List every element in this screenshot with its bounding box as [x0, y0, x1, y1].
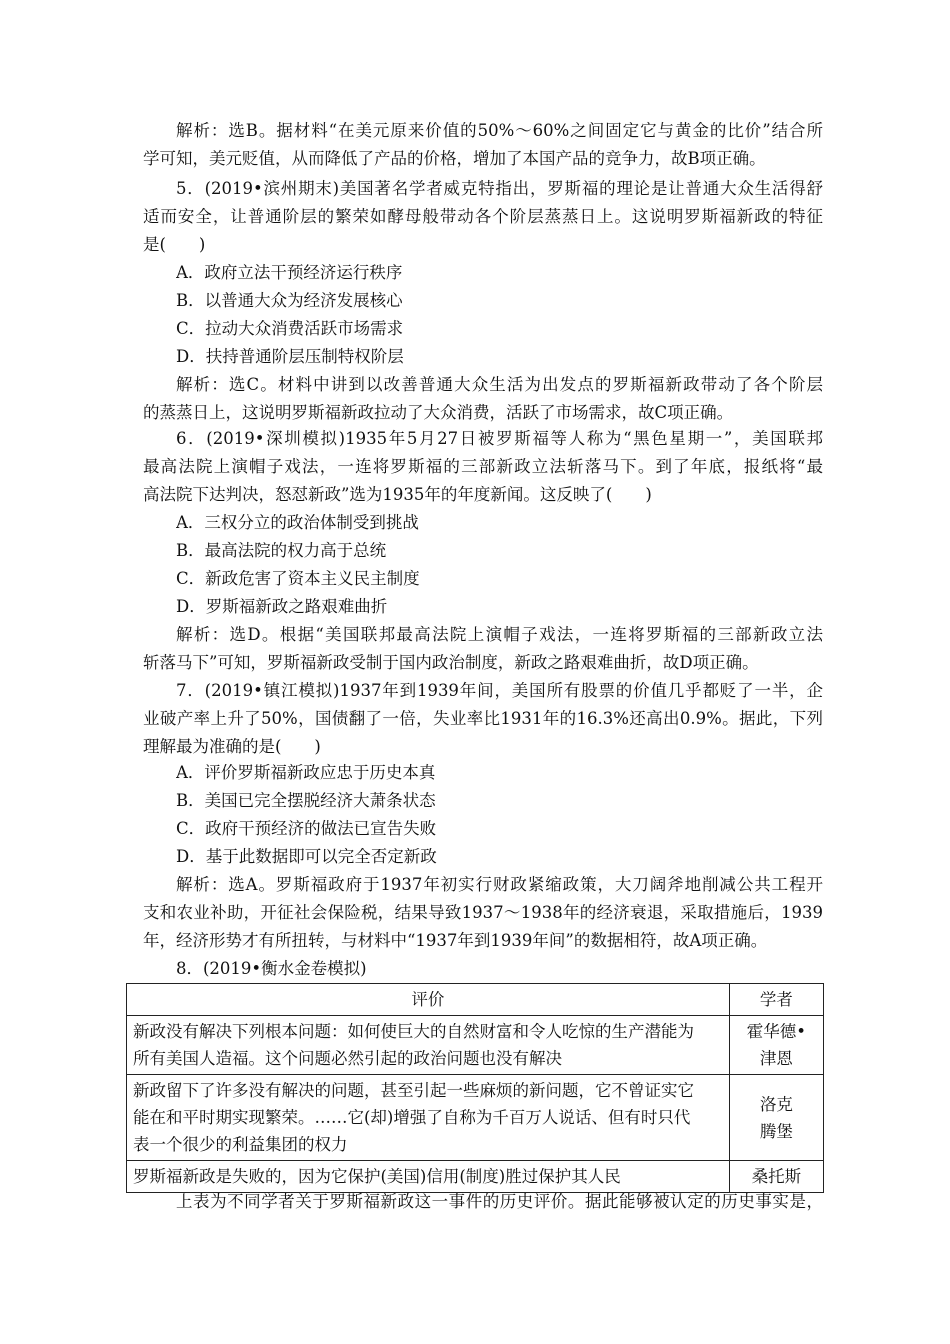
- evaluation-text-line: 表一个很少的利益集团的权力: [133, 1135, 348, 1154]
- question-7-option-d: D．基于此数据即可以完全否定新政: [176, 847, 437, 866]
- table-header-row: [127, 984, 824, 1016]
- question-5-stem-line-1: 5．(2019•滨州期末)美国著名学者威克特指出，罗斯福的理论是让普通大众生活得舒: [176, 179, 823, 198]
- question-6-option-c: C．新政危害了资本主义民主制度: [176, 569, 420, 588]
- question-5-stem-line-2: 适而安全，让普通阶层的繁荣如酵母般带动各个阶层蒸蒸日上。这说明罗斯福新政的特征: [143, 207, 823, 226]
- evaluation-text-line: 能在和平时期实现繁荣。……它(却)增强了自称为千百万人说话、但有时只代: [133, 1108, 691, 1127]
- analysis-q7-line-3: 年，经济形势才有所扭转，与材料中“1937年到1939年间”的数据相符，故A项正确。: [143, 931, 768, 950]
- question-7-option-c: C．政府干预经济的做法已宣告失败: [176, 819, 437, 838]
- question-6-option-a: A．三权分立的政治体制受到挑战: [176, 513, 419, 532]
- question-6-option-b: B．最高法院的权力高于总统: [176, 541, 387, 560]
- evaluation-text-line: 新政没有解决下列根本问题：如何使巨大的自然财富和令人吃惊的生产潜能为: [133, 1022, 694, 1041]
- analysis-q5-line-2: 的蒸蒸日上，这说明罗斯福新政拉动了大众消费，活跃了市场需求，故C项正确。: [143, 403, 734, 422]
- question-7-stem-line-2: 业破产率上升了50%，国债翻了一倍，失业率比1931年的16.3%还高出0.9%。据此，下列: [143, 709, 823, 728]
- analysis-q4-line-1: 解析：选B。据材料“在美元原来价值的50%～60%之间固定它与黄金的比价”结合所: [176, 121, 823, 140]
- question-7-stem-line-1: 7．(2019•镇江模拟)1937年到1939年间，美国所有股票的价值几乎都贬了一半，企: [176, 681, 823, 700]
- evaluation-cell: [127, 1075, 730, 1161]
- question-6-stem-line-2: 最高法院上演帽子戏法，一连将罗斯福的三部新政立法斩落马下。到了年底，报纸将“最: [143, 457, 823, 476]
- evaluation-text-line: 所有美国人造福。这个问题必然引起的政治问题也没有解决: [133, 1049, 562, 1068]
- scholar-name-line: 洛克: [759, 1094, 793, 1114]
- question-6-option-d: D．罗斯福新政之路艰难曲折: [176, 597, 388, 616]
- evaluation-text-line: 新政留下了许多没有解决的问题，甚至引起一些麻烦的新问题，它不曾证实它: [133, 1081, 694, 1100]
- analysis-q5-line-1: 解析：选C。材料中讲到以改善普通大众生活为出发点的罗斯福新政带动了各个阶层: [176, 375, 823, 394]
- analysis-q6-line-1: 解析：选D。根据“美国联邦最高法院上演帽子戏法，一连将罗斯福的三部新政立法: [176, 625, 823, 644]
- question-7-stem-line-3: 理解最为准确的是( ): [143, 737, 321, 756]
- header-scholar: 学者: [729, 984, 823, 1016]
- evaluation-table: [126, 983, 824, 1193]
- scholar-cell: [729, 1016, 823, 1075]
- evaluation-cell: [127, 1016, 730, 1075]
- analysis-q4-line-2: 学可知，美元贬值，从而降低了产品的价格，增加了本国产品的竞争力，故B项正确。: [143, 149, 766, 168]
- scholar-cell: [729, 1075, 823, 1161]
- question-6-stem-line-3: 高法院下达判决，怒怼新政”选为1935年的年度新闻。这反映了( ): [143, 485, 652, 504]
- header-evaluation: 评价: [127, 984, 730, 1016]
- question-5-option-d: D．扶持普通阶层压制特权阶层: [176, 347, 404, 366]
- question-5-option-a: A．政府立法干预经济运行秩序: [176, 263, 403, 282]
- scholar-name-line: 桑托斯: [751, 1167, 802, 1186]
- question-5-stem-line-3: 是( ): [143, 235, 206, 254]
- evaluation-text-line: 罗斯福新政是失败的，因为它保护(美国)信用(制度)胜过保护其人民: [133, 1167, 621, 1186]
- scholar-name-line: 腾堡: [759, 1121, 793, 1141]
- scholar-name-line: 霍华德•: [746, 1022, 806, 1041]
- question-7-option-a: A．评价罗斯福新政应忠于历史本真: [176, 763, 436, 782]
- question-5-option-b: B．以普通大众为经济发展核心: [176, 291, 403, 310]
- table-row: [127, 1016, 824, 1075]
- question-7-option-b: B．美国已完全摆脱经济大萧条状态: [176, 791, 436, 810]
- analysis-q7-line-1: 解析：选A。罗斯福政府于1937年初实行财政紧缩政策，大刀阔斧地削减公共工程开: [176, 875, 823, 894]
- analysis-q6-line-2: 斩落马下”可知，罗斯福新政受制于国内政治制度，新政之路艰难曲折，故D项正确。: [143, 653, 759, 672]
- question-8-stem: 8．(2019•衡水金卷模拟): [176, 959, 367, 978]
- question-6-stem-line-1: 6．(2019•深圳模拟)1935年5月27日被罗斯福等人称为“黑色星期一”，美国联邦: [176, 429, 823, 448]
- question-8-after-table: 上表为不同学者关于罗斯福新政这一事件的历史评价。据此能够被认定的历史事实是，: [176, 1192, 823, 1211]
- table-row: [127, 1075, 824, 1161]
- scholar-name-line: 津恩: [759, 1049, 793, 1068]
- question-5-option-c: C．拉动大众消费活跃市场需求: [176, 319, 404, 338]
- analysis-q7-line-2: 支和农业补助，开征社会保险税，结果导致1937～1938年的经济衰退，采取措施后，1939: [143, 903, 823, 922]
